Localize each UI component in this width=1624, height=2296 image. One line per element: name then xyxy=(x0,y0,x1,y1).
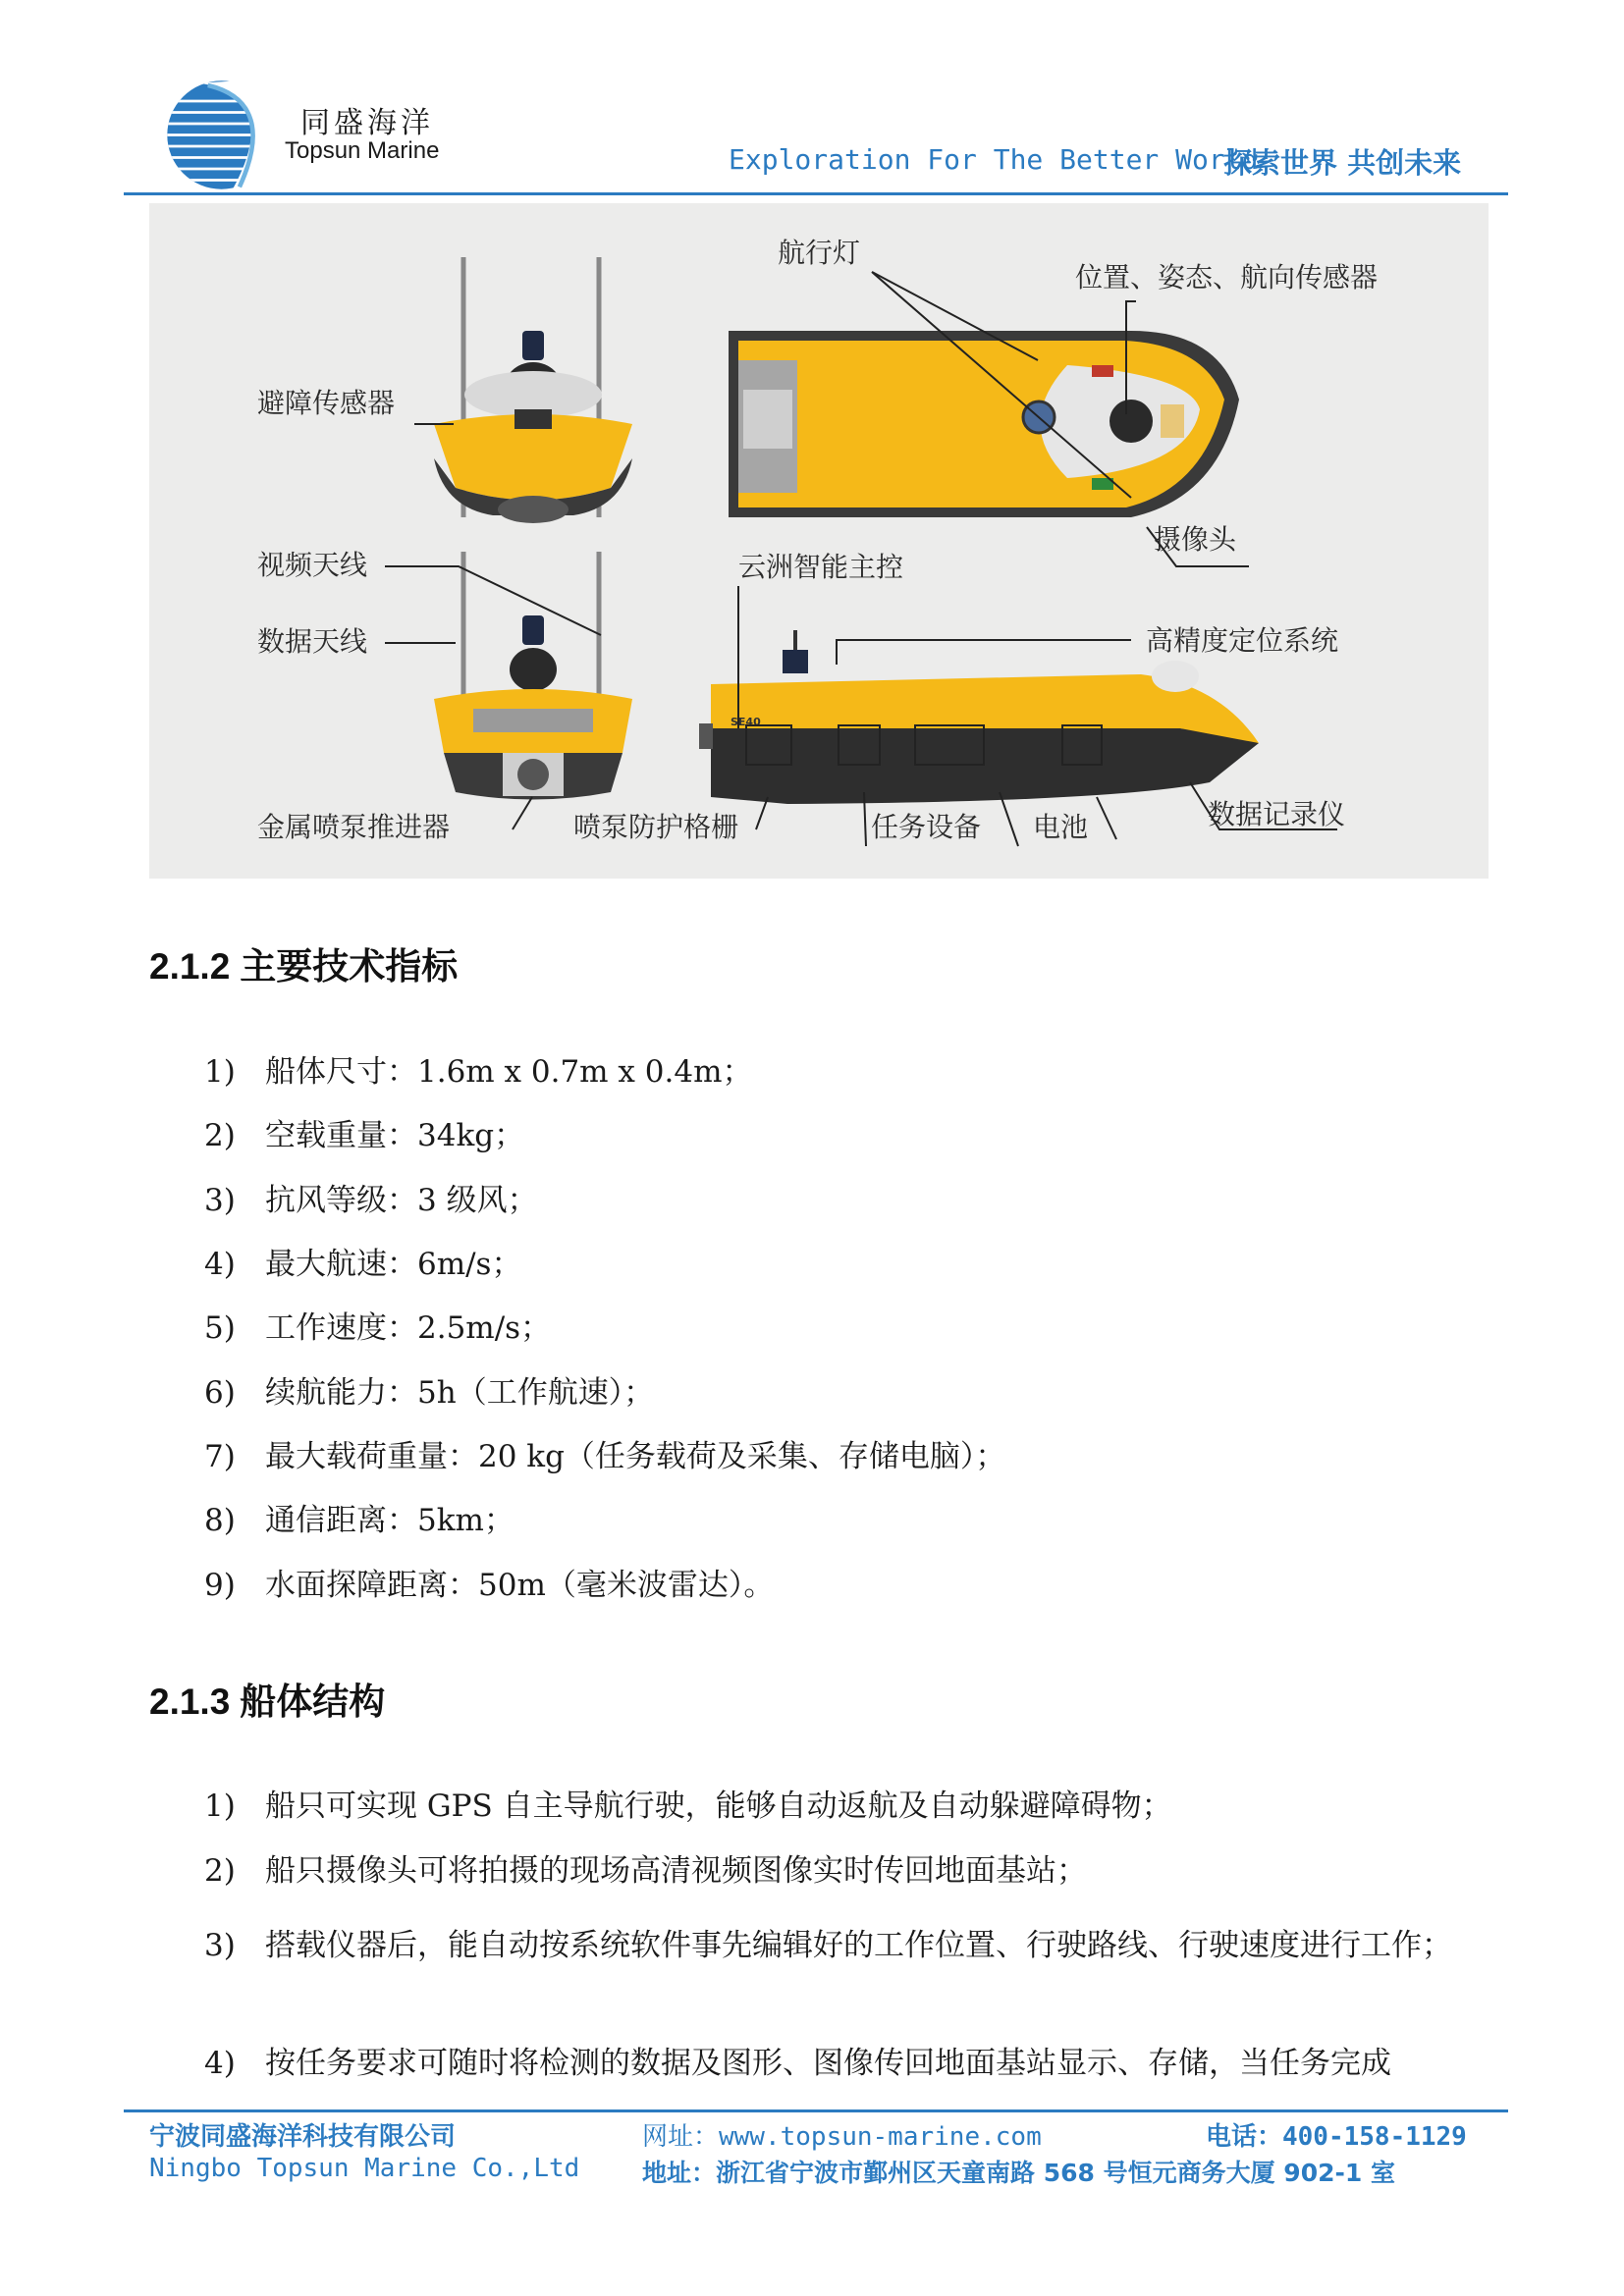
list-item xyxy=(204,1050,1490,1094)
item-text: 船只摄像头可将拍摄的现场高清视频图像实时传回地面基站； xyxy=(265,1853,1087,1889)
list-item xyxy=(204,1243,1490,1286)
rear-view-boat xyxy=(434,552,632,800)
item-text: 空载重量：34kg； xyxy=(265,1118,525,1153)
item-text: 最大航速：6m/s； xyxy=(265,1247,522,1282)
section-number: 2.1.2 xyxy=(149,946,231,987)
list-item xyxy=(204,1179,1490,1222)
list-item xyxy=(204,1564,1490,1607)
list-item xyxy=(204,1371,1490,1415)
slogan-chinese: 探索世界 共创未来 xyxy=(1223,146,1462,180)
footer-company-cn: 宁波同盛海洋科技有限公司 xyxy=(149,2122,457,2152)
item-text: 最大载荷重量：20 kg（任务载荷及采集、存储电脑）； xyxy=(265,1439,1006,1474)
item-text: 通信距离：5km； xyxy=(265,1503,514,1538)
item-number: 3) xyxy=(204,1928,236,1963)
item-text: 搭载仪器后，能自动按系统软件事先编辑好的工作位置、行驶路线、行驶速度进行工作； xyxy=(265,1928,1452,1963)
item-number: 4) xyxy=(204,1247,236,1282)
item-number: 5) xyxy=(204,1310,236,1346)
label-thruster: 金属喷泵推进器 xyxy=(257,811,451,843)
label-pose-sensor: 位置、姿态、航向传感器 xyxy=(1075,261,1379,294)
logo-chinese-name: 同盛海洋 xyxy=(300,106,434,140)
slogan-english: Exploration For The Better World xyxy=(729,143,1259,176)
item-text: 工作速度：2.5m/s； xyxy=(265,1310,552,1346)
section-heading-specs xyxy=(149,936,467,989)
model-badge: SE40 xyxy=(731,716,761,728)
section-title: 船体结构 xyxy=(240,1682,386,1722)
footer-company-en: Ningbo Topsun Marine Co.,Ltd xyxy=(149,2154,580,2183)
section-number: 2.1.3 xyxy=(149,1682,231,1722)
item-text: 水面探障距离：50m（毫米波雷达）。 xyxy=(265,1568,775,1603)
item-number: 2) xyxy=(204,1118,236,1153)
label-controller: 云洲智能主控 xyxy=(738,551,904,583)
label-camera: 摄像头 xyxy=(1154,523,1237,556)
label-battery: 电池 xyxy=(1033,811,1089,843)
footer-address: 地址：浙江省宁波市鄞州区天童南路 568 号恒元商务大厦 902-1 室 xyxy=(642,2159,1395,2187)
item-number: 1) xyxy=(204,1789,236,1824)
section-title: 主要技术指标 xyxy=(240,946,459,987)
footer-website[interactable]: 网址：www.topsun-marine.com xyxy=(642,2122,1042,2152)
label-grille: 喷泵防护格栅 xyxy=(573,811,739,843)
label-payload: 任务设备 xyxy=(871,811,982,843)
logo-english-name: Topsun Marine xyxy=(285,137,440,164)
list-item xyxy=(204,1499,1490,1542)
header-divider xyxy=(124,192,1508,195)
item-number: 9) xyxy=(204,1568,236,1603)
front-view-boat xyxy=(434,257,632,523)
list-item xyxy=(204,1785,1490,1828)
list-item xyxy=(204,1114,1490,1157)
item-text: 船体尺寸：1.6m x 0.7m x 0.4m； xyxy=(265,1054,753,1090)
list-item xyxy=(204,1913,1490,1978)
company-logo-icon xyxy=(165,79,278,191)
item-number: 6) xyxy=(204,1375,236,1411)
item-number: 2) xyxy=(204,1853,236,1889)
item-number: 1) xyxy=(204,1054,236,1090)
footer-phone: 电话：400-158-1129 xyxy=(1206,2122,1467,2152)
boat-diagram xyxy=(149,203,1489,879)
label-video-antenna: 视频天线 xyxy=(257,549,368,581)
item-number: 4) xyxy=(204,2046,236,2081)
item-text: 按任务要求可随时将检测的数据及图形、图像传回地面基站显示、存储，当任务完成 xyxy=(265,2046,1391,2081)
item-text: 续航能力：5h（工作航速）； xyxy=(265,1375,655,1411)
top-view-boat xyxy=(729,331,1239,517)
label-obstacle-sensor: 避障传感器 xyxy=(257,387,396,419)
list-item xyxy=(204,1849,1490,1893)
list-item xyxy=(204,1307,1490,1350)
item-number: 3) xyxy=(204,1183,236,1218)
list-item xyxy=(204,1435,1490,1478)
label-nav-light: 航行灯 xyxy=(778,237,861,269)
footer-divider xyxy=(124,2109,1508,2112)
label-logger: 数据记录仪 xyxy=(1208,798,1346,830)
section-heading-hull xyxy=(149,1672,395,1725)
label-gnss: 高精度定位系统 xyxy=(1146,624,1339,657)
list-item xyxy=(204,2042,1490,2085)
item-number: 8) xyxy=(204,1503,236,1538)
item-text: 抗风等级：3 级风； xyxy=(265,1183,538,1218)
item-number: 7) xyxy=(204,1439,236,1474)
label-data-antenna: 数据天线 xyxy=(257,625,368,658)
item-text: 船只可实现 GPS 自主导航行驶，能够自动返航及自动躲避障碍物； xyxy=(265,1789,1172,1824)
